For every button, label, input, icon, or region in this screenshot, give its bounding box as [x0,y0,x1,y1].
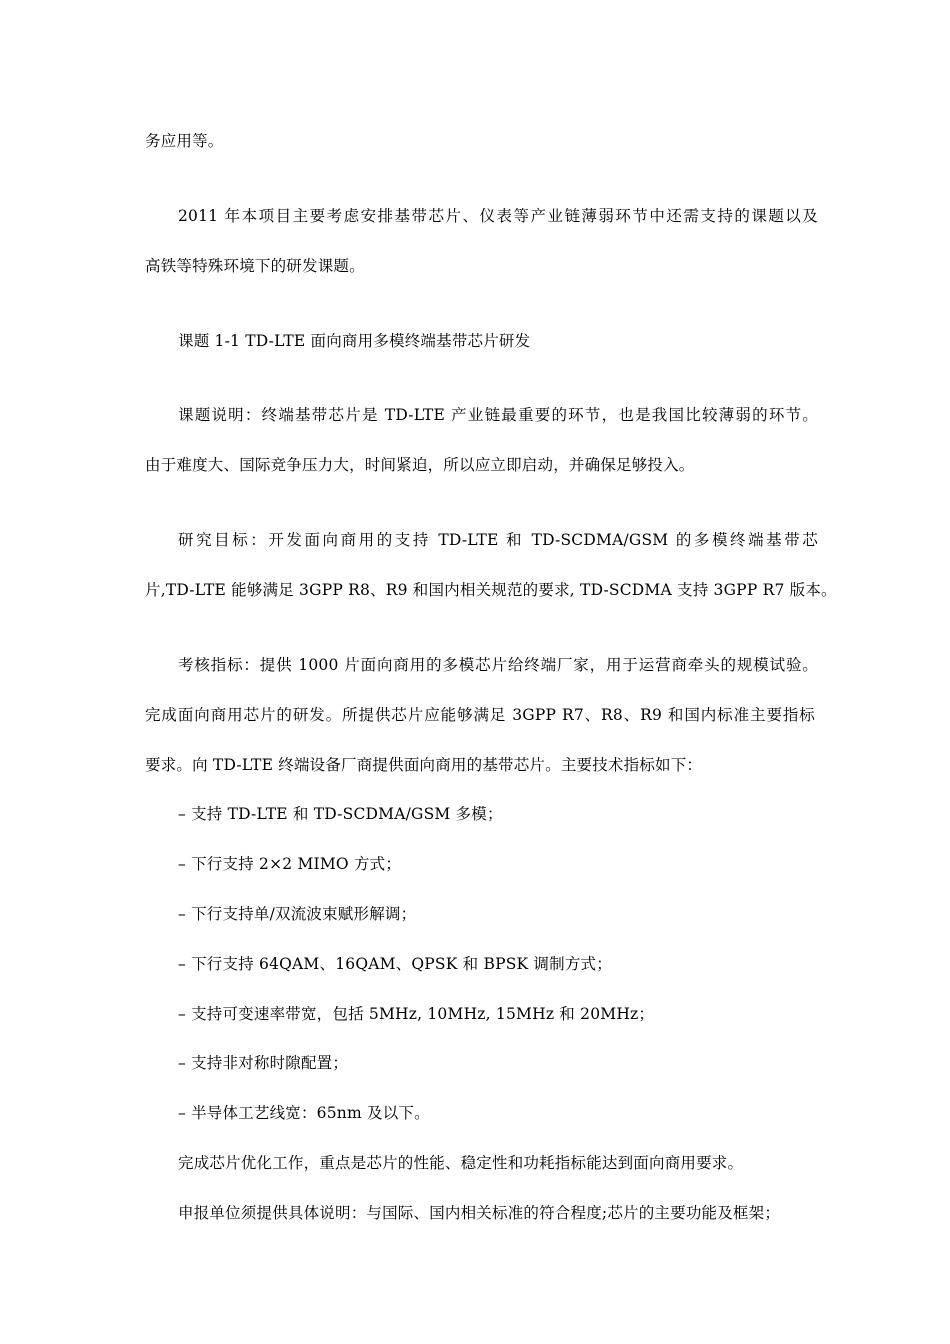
paragraph-start: 课题说明：终端基带芯片是 TD-LTE 产业链最重要的环节，也是我国比较薄弱的环节。 [178,406,818,424]
list-item: – 支持可变速率带宽，包括 5MHz, 10MHz, 15MHz 和 20MHz； [178,1005,655,1023]
paragraph-start: 研究目标：开发面向商用的支持 TD-LTE 和 TD-SCDMA/GSM 的多模终端基带芯 [178,531,818,549]
text-line: 要求。向 TD-LTE 终端设备厂商提供面向商用的基带芯片。主要技术指标如下： [145,756,703,774]
list-item: – 下行支持 64QAM、16QAM、QPSK 和 BPSK 调制方式； [178,955,612,973]
paragraph-start: 考核指标：提供 1000 片面向商用的多模芯片给终端厂家，用于运营商牵头的规模试验。 [178,656,818,674]
paragraph-start: 申报单位须提供具体说明：与国际、国内相关标准的符合程度;芯片的主要功能及框架； [178,1204,781,1222]
text-line: 由于难度大、国际竞争压力大，时间紧迫，所以应立即启动，并确保足够投入。 [145,456,695,474]
text-line: 务应用等。 [145,132,224,150]
section-heading: 课题 1-1 TD-LTE 面向商用多模终端基带芯片研发 [178,332,531,350]
paragraph-start: 2011 年本项目主要考虑安排基带芯片、仪表等产业链薄弱环节中还需支持的课题以及 [178,207,818,225]
list-item: – 半导体工艺线宽：65nm 及以下。 [178,1104,430,1122]
paragraph-start: 完成芯片优化工作，重点是芯片的性能、稳定性和功耗指标能达到面向商用要求。 [178,1154,744,1172]
list-item: – 下行支持单/双流波束赋形解调； [178,905,417,923]
text-line: 片,TD-LTE 能够满足 3GPP R8、R9 和国内相关规范的要求, TD-SCDMA 支持 3GPP R7 版本。 [145,581,837,599]
list-item: – 下行支持 2×2 MIMO 方式； [178,855,402,873]
text-line: 完成面向商用芯片的研发。所提供芯片应能够满足 3GPP R7、R8、R9 和国内标准主要指标 [145,706,815,724]
text-line: 高铁等特殊环境下的研发课题。 [145,257,365,275]
list-item: – 支持 TD-LTE 和 TD-SCDMA/GSM 多模； [178,805,503,823]
list-item: – 支持非对称时隙配置； [178,1054,349,1072]
